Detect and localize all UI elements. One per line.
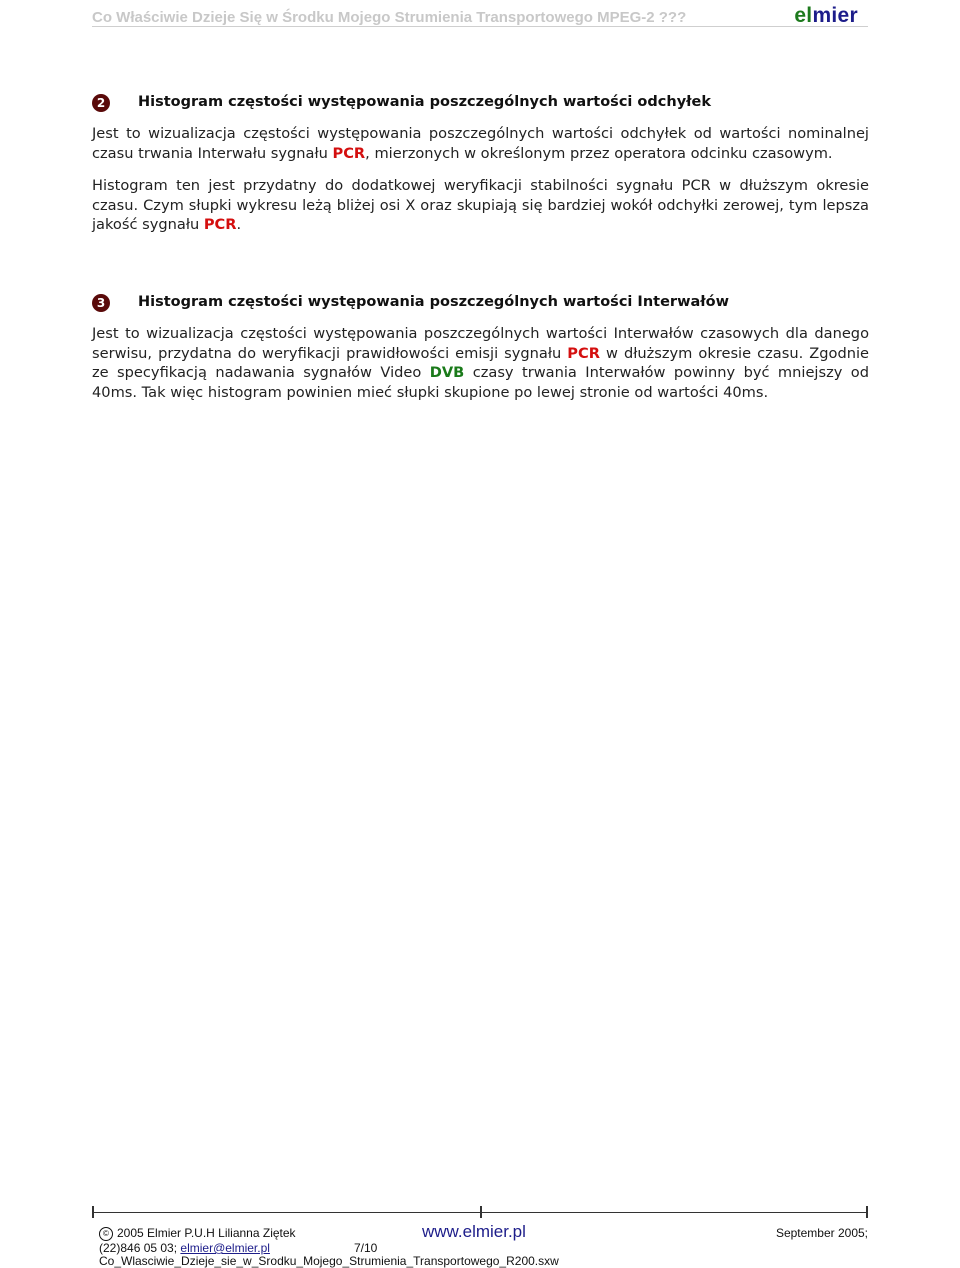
number-2-icon: 2 xyxy=(92,94,110,112)
section-title: Histogram częstości występowania poszczególnych wartości Interwałów xyxy=(138,294,729,310)
copyright-text: 2005 Elmier P.U.H Lilianna Ziętek xyxy=(117,1226,296,1240)
document-title: Co Właściwie Dzieje Się w Środku Mojego Strumienia Transportowego MPEG-2 ??? xyxy=(92,9,687,26)
text-run: w dłuższym okresie czasu. Zgodnie ze specyfikacją nadawania sygnałów Video xyxy=(92,344,869,381)
paragraph xyxy=(92,324,869,402)
footer-tick xyxy=(92,1206,94,1218)
footer-website[interactable]: www.elmier.pl xyxy=(422,1222,526,1241)
phone-number: (22)846 05 03; xyxy=(99,1241,181,1255)
pcr-term: PCR xyxy=(203,216,237,233)
page-header xyxy=(92,4,868,27)
logo-el: el xyxy=(794,4,813,27)
page-number: 7/10 xyxy=(354,1241,378,1255)
section-heading xyxy=(92,94,869,116)
footer-copyright xyxy=(99,1226,296,1241)
footer-tick xyxy=(866,1206,868,1218)
text-run: Jest to wizualizacja częstości występowania poszczególnych wartości odchyłek od wartości nominalnej czasu trwania Interwału sygnału xyxy=(92,125,869,162)
footer-contact xyxy=(99,1241,270,1255)
footer-filename: Co_Wlasciwie_Dzieje_sie_w_Srodku_Mojego_Strumienia_Transportowego_R200.sxw xyxy=(99,1254,559,1268)
elmier-logo xyxy=(794,4,858,28)
footer-date: September 2005; xyxy=(775,1226,868,1240)
page-footer xyxy=(92,1224,868,1266)
pcr-term: PCR xyxy=(567,344,600,362)
section-heading xyxy=(92,294,869,316)
paragraph xyxy=(92,124,869,163)
dvb-term: DVB xyxy=(429,364,465,381)
pcr-term: PCR xyxy=(332,144,366,162)
footer-tick xyxy=(480,1206,482,1218)
text-run: . xyxy=(236,216,242,233)
logo-mier: mier xyxy=(812,4,858,27)
section-title: Histogram częstości występowania poszczególnych wartości odchyłek xyxy=(138,94,711,110)
paragraph xyxy=(92,176,869,235)
email-link[interactable]: elmier@elmier.pl xyxy=(180,1241,270,1255)
section-interval-histogram xyxy=(92,294,869,402)
number-3-icon: 3 xyxy=(92,294,110,312)
copyright-icon: © xyxy=(99,1227,113,1241)
text-run: Jest to wizualizacja częstości występowania poszczególnych wartości Interwałów czasowych dla danego serwisu, przydatna do weryfikacji prawidłowości emisji sygnału xyxy=(92,325,869,362)
text-run: , mierzonych w określonym przez operatora odcinku czasowym. xyxy=(365,144,833,162)
section-deviation-histogram xyxy=(92,94,869,235)
text-run: czasy trwania Interwałów powinny być mniejszy od 40ms. Tak więc histogram powinien mieć słupki skupione po lewej stronie od wartości 40ms. xyxy=(92,364,869,401)
text-run: Histogram ten jest przydatny do dodatkowej weryfikacji stabilności sygnału PCR w dłuższym okresie czasu. Czym słupki wykresu leżą bliżej osi X oraz skupiają się bardziej wokół odchyłki zerowej, tym lepsza jakość sygnału xyxy=(92,177,869,233)
